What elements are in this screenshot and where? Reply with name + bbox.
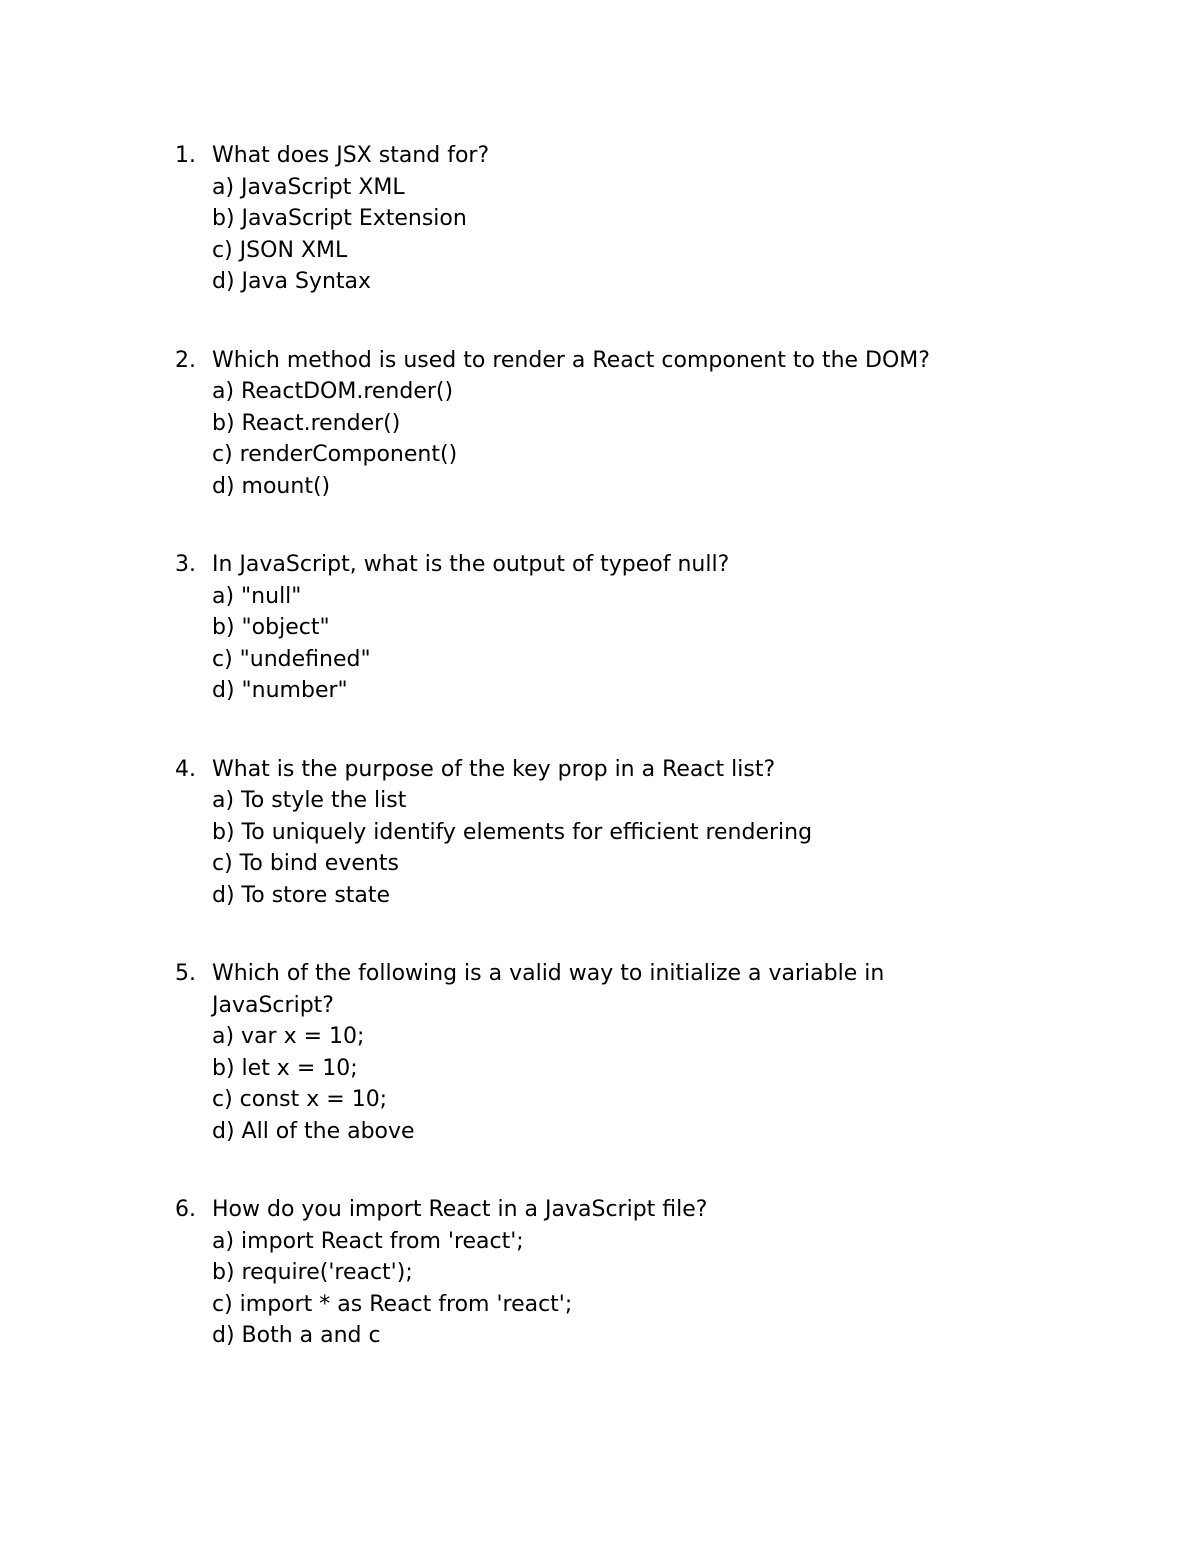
answer-option: b) JavaScript Extension <box>212 206 467 231</box>
question-list <box>175 140 975 1352</box>
question-item <box>175 140 975 298</box>
question-item <box>175 754 975 912</box>
question-number: 2. <box>175 347 196 373</box>
answer-option: a) var x = 10; <box>212 1024 365 1049</box>
question-item <box>175 958 975 1147</box>
answer-option: d) Both a and c <box>212 1323 381 1348</box>
question-number: 5. <box>175 961 196 986</box>
answer-option: c) import * as React from 'react'; <box>212 1291 573 1317</box>
question-text: Which of the following is a valid way to initialize a variable in JavaScript? <box>212 961 885 1018</box>
answer-option: c) JSON XML <box>212 237 348 263</box>
question-text: What is the purpose of the key prop in a React list? <box>212 756 776 782</box>
answer-option: b) "object" <box>212 615 330 640</box>
answer-option: a) "null" <box>212 583 302 609</box>
question-item <box>175 345 975 503</box>
answer-option: b) To uniquely identify elements for efficient rendering <box>212 819 813 845</box>
answer-option: b) require('react'); <box>212 1260 413 1285</box>
answer-option: d) mount() <box>212 473 331 499</box>
answer-option: a) ReactDOM.render() <box>212 379 454 404</box>
answer-option: a) import React from 'react'; <box>212 1228 524 1254</box>
answer-option: c) const x = 10; <box>212 1087 388 1112</box>
answer-option: c) renderComponent() <box>212 442 458 467</box>
answer-option: a) To style the list <box>212 788 407 813</box>
question-text: What does JSX stand for? <box>212 143 490 168</box>
question-text: Which method is used to render a React component to the DOM? <box>212 347 930 373</box>
question-text: In JavaScript, what is the output of typeof null? <box>212 552 730 577</box>
answer-option: d) Java Syntax <box>212 269 372 294</box>
answer-option: c) To bind events <box>212 851 399 876</box>
answer-option: d) All of the above <box>212 1118 415 1144</box>
answer-option: d) "number" <box>212 678 348 703</box>
question-number: 4. <box>175 756 196 782</box>
question-number: 1. <box>175 143 196 168</box>
answer-option: d) To store state <box>212 882 391 908</box>
question-item <box>175 1194 975 1352</box>
question-text: How do you import React in a JavaScript file? <box>212 1197 708 1222</box>
answer-option: a) JavaScript XML <box>212 174 405 200</box>
answer-option: b) let x = 10; <box>212 1055 358 1081</box>
answer-option: c) "undefined" <box>212 646 371 672</box>
question-number: 6. <box>175 1197 196 1222</box>
question-number: 3. <box>175 552 196 577</box>
answer-option: b) React.render() <box>212 410 401 436</box>
question-item <box>175 549 975 707</box>
